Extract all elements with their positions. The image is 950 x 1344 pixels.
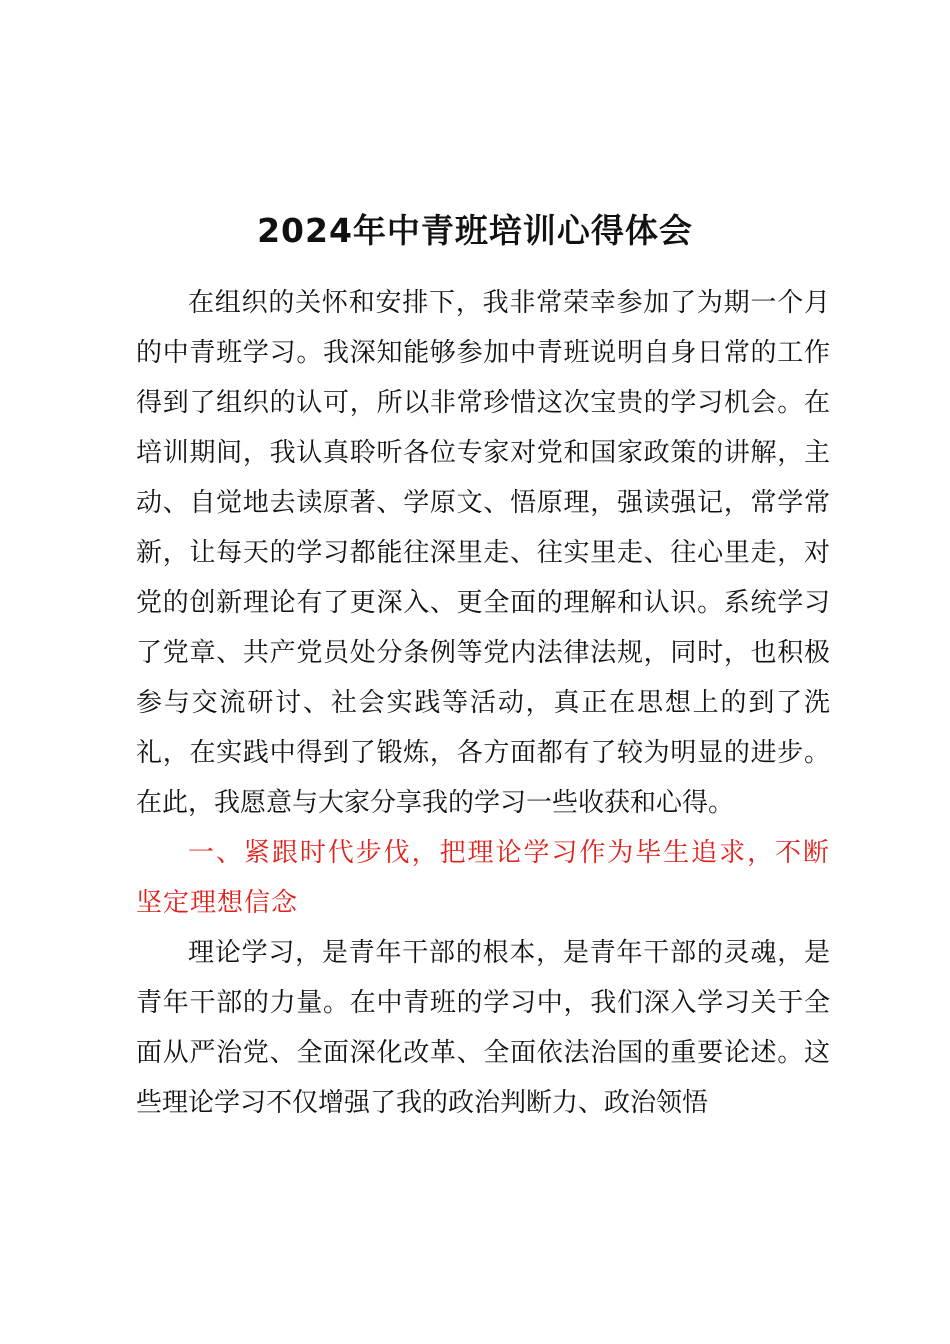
section-heading: 一、紧跟时代步伐，把理论学习作为毕生追求，不断坚定理想信念 xyxy=(136,838,830,918)
document-body xyxy=(136,278,830,1128)
document-title: 2024年中青班培训心得体会 xyxy=(257,211,693,250)
intro-paragraph: 在组织的关怀和安排下，我非常荣幸参加了为期一个月的中青班学习。我深知能够参加中青班说明自身日常的工作得到了组织的认可，所以非常珍惜这次宝贵的学习机会。在培训期间，我认真聆听各位专家对党和国家政策的讲解，主动、自觉地去读原著、学原文、悟原理，强读强记，常学常新，让每天的学习都能往深里走、往实里走、往心里走，对党的创新理论有了更深入、更全面的理解和认识。系统学习了党章、共产党员处分条例等党内法律法规，同时，也积极参与交流研讨、社会实践等活动，真正在思想上的到了洗礼，在实践中得到了锻炼，各方面都有了较为明显的进步。在此，我愿意与大家分享我的学习一些收获和心得。 xyxy=(136,288,830,818)
section-paragraph: 理论学习，是青年干部的根本，是青年干部的灵魂，是青年干部的力量。在中青班的学习中，我们深入学习关于全面从严治党、全面深化改革、全面依法治国的重要论述。这些理论学习不仅增强了我的政治判断力、政治领悟 xyxy=(136,938,830,1118)
